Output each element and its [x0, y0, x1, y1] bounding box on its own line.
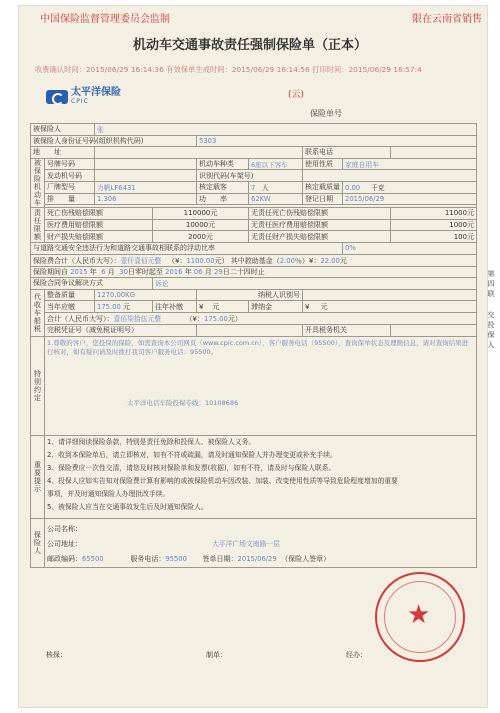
tax-total-words: 壹佰柒拾伍元整: [113, 314, 162, 323]
tax-office-label: 开具税务机关: [303, 324, 391, 336]
power-label: 功 率: [197, 193, 249, 205]
special-terms: [45, 336, 477, 435]
death-limit-value: 110000元: [153, 208, 249, 220]
vehicle-type-value: 6座以下客车: [249, 158, 303, 170]
reg-date-label: 登记日期: [303, 193, 343, 205]
id-value: 5303: [197, 135, 477, 147]
premium-amount: 1100.00: [186, 256, 215, 265]
policy-table: [30, 123, 477, 568]
medical-limit-label: 医疗费用赔偿限额: [45, 219, 153, 231]
engine-value: [95, 170, 197, 182]
make-label: 制单：: [206, 651, 227, 659]
taxpayer-id-value: [303, 289, 477, 301]
note-item: 2、收到本保险单后，请立即核对，如有不符或疏漏，请及时通知保险人并办理变更或补充手续。: [47, 450, 337, 459]
tax-cert-label: 完税凭证号（减免税证明号）: [45, 324, 197, 336]
vin-value: [303, 170, 477, 182]
nf-death-limit-label: 无责任死亡伤残赔偿限额: [249, 208, 391, 220]
note-item: 4、投保人应如实告知对保险费计算有影响的或被保险机动车因改装、加装、改变使用性质等导致危险程度增加的重要: [47, 476, 398, 485]
dispute-value: 诉讼: [153, 278, 477, 290]
float-rate-value: 0%: [343, 242, 477, 254]
premium-row: 保险费合计（人民币大写）：壹仟壹佰元整 （¥：1100.00元） 其中救助基金（2.00％）¥：22.00元: [31, 254, 477, 266]
brand-value: 力帆LF6431: [95, 181, 197, 193]
seal-star-icon: ★: [407, 600, 431, 630]
current-year-tax-value: 175.00 元: [95, 301, 153, 313]
important-notes: [45, 435, 477, 518]
copy-label: 第四联 交投保人: [487, 270, 495, 351]
section-liability: 责任限额: [31, 208, 45, 243]
verify-label: 核保：: [46, 651, 67, 659]
policy-number-label: 保险单号: [310, 109, 342, 118]
nf-property-limit-value: 100元: [391, 231, 477, 243]
back-tax-value: ¥ 元: [197, 301, 249, 313]
taxpayer-id-label: 纳税人识别号: [197, 289, 303, 301]
id-label: 被保险人身份证号码(组织机构代码): [31, 135, 197, 147]
insured-label: 被保险人: [31, 124, 95, 136]
plate-label: 号牌号码: [45, 158, 95, 170]
usage-label: 使用性质: [303, 158, 343, 170]
company-name-line: 公司名称：: [47, 524, 82, 533]
seats-label: 核定载客: [197, 181, 249, 193]
back-tax-label: 往年补缴: [153, 301, 197, 313]
displacement-label: 排 量: [45, 193, 95, 205]
timestamp-line: 收费确认时间：2015/06/29 16:14:36 有效保单生成时间：2015/06/29 16:14:56 打印时间：2015/06/29 16:57:4: [35, 65, 422, 74]
note-item: 5、被保险人应当在交通事故发生后及时通知保险人。: [47, 502, 208, 511]
tax-weight-label: 整备质量: [45, 289, 95, 301]
weight-label: 核定载质量: [303, 181, 343, 193]
company-address-line: 公司地址： 大平洋广场文南路一层: [47, 539, 280, 548]
region-label: (云): [288, 90, 305, 100]
weight-value: 0.00 千克: [343, 181, 477, 193]
usage-value: 家庭自用车: [343, 158, 477, 170]
section-notes: 重要提示: [31, 435, 45, 518]
address-label: 地 址: [31, 147, 95, 159]
medical-limit-value: 10000元: [153, 219, 249, 231]
sales-region-note: 限在云南省销售: [412, 14, 482, 25]
note-item: 1、请详细阅读保险条款，特别是责任免除和投保人、被保险人义务。: [47, 437, 256, 446]
engine-label: 发动机号码: [45, 170, 95, 182]
company-seal: [375, 572, 465, 662]
nf-medical-limit-label: 无责任医疗费用赔偿限额: [249, 219, 391, 231]
late-fee-label: 滞纳金: [249, 301, 303, 313]
vehicle-type-label: 机动车种类: [197, 158, 249, 170]
phone-value: [391, 147, 477, 159]
float-rate-label: 与道路交通安全违法行为和道路交通事故相联系的浮动比率: [31, 242, 343, 254]
section-vehicle: 被保险机动车: [31, 158, 45, 207]
note-item: 3、保险费应一次性交清，请您及时核对保险单和发票(收据)，如有不符，请及时与保险人联系。: [47, 463, 336, 472]
property-limit-value: 2000元: [153, 231, 249, 243]
logo-cn: 太平洋保险: [71, 86, 121, 98]
note-item: 事项，并及时通知保险人办理批改手续。: [47, 489, 170, 498]
plate-value: [95, 158, 197, 170]
tax-weight-value: 1270.00KG: [95, 289, 197, 301]
power-value: 62KW: [249, 193, 303, 205]
special-terms-text: 1.尊敬的客户，您投保的保险，如需查询本公司网页（www.cpic.com.cn），客户服务电话（95500），查询保单状态及理赔信息，请对查询结果进行核对，如有疑问请及时拨打我司客户服务电话：95500。: [47, 338, 469, 356]
tax-cert-value: [197, 324, 303, 336]
phone-label: 联系电话: [303, 147, 391, 159]
contact-line: 邮政编码：65500 服务电话：95500 签单日期：2015/06/29 （保险人签章）: [47, 554, 331, 563]
premium-words: 壹仟壹佰元整: [120, 256, 162, 265]
reg-date-value: 2015/06/29: [343, 193, 477, 205]
insured-value: 张: [95, 124, 477, 136]
handler-label: 经办：: [346, 651, 367, 659]
supervisor-note: 中国保险监督管理委员会监制: [40, 14, 170, 25]
address-value: [95, 147, 303, 159]
death-limit-label: 死亡伤残赔偿限额: [45, 208, 153, 220]
nf-death-limit-value: 11000元: [391, 208, 477, 220]
tax-total-amount: 175.00: [204, 314, 228, 323]
page-title: 机动车交通事故责任强制保险单（正本）: [132, 38, 367, 53]
current-year-tax-label: 当年应缴: [45, 301, 95, 313]
tax-office-value: [391, 324, 477, 336]
special-terms-hotline: 太平洋电话车险投保专线：10108686: [127, 398, 239, 407]
period-row: 保险期间自 2015 年 6 月 30日零时起至 2016 年 06 月 29日二十四时止: [31, 266, 477, 278]
cpic-logo-icon: [46, 90, 68, 104]
nf-property-limit-label: 无责任财产损失赔偿限额: [249, 231, 391, 243]
brand-label: 厂牌型号: [45, 181, 95, 193]
insurer-info: [45, 518, 477, 567]
vin-label: 识别代码(车架号): [197, 170, 303, 182]
section-special: 特别约定: [31, 336, 45, 435]
tax-total-row: 合计（人民币大写）：壹佰柒拾伍元整 （¥：175.00元）: [45, 312, 477, 324]
company-logo: [46, 86, 121, 106]
logo-en: CPIC: [71, 97, 89, 105]
property-limit-label: 财产损失赔偿限额: [45, 231, 153, 243]
seats-value: 7 人: [249, 181, 303, 193]
dispute-label: 保险合同争议解决方式: [31, 278, 153, 290]
nf-medical-limit-value: 1000元: [391, 219, 477, 231]
late-fee-value: ¥ 元: [303, 301, 477, 313]
displacement-value: 1.306: [95, 193, 197, 205]
section-tax: 代收车船税: [31, 289, 45, 336]
section-insurer: 保险人: [31, 518, 45, 567]
rescue-fund-amount: 22.00: [320, 256, 340, 265]
